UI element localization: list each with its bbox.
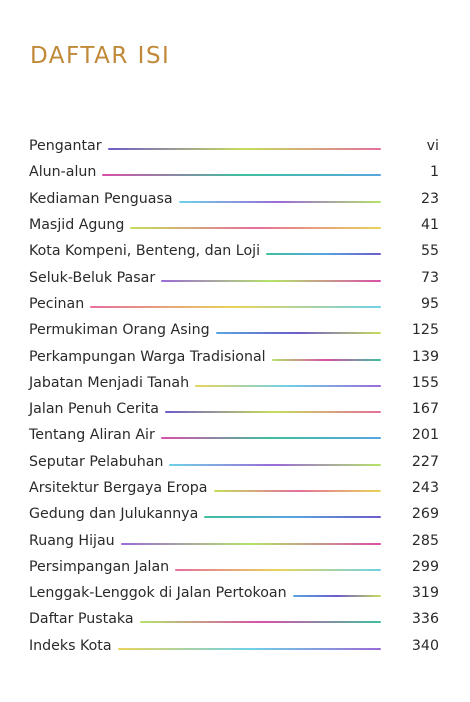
toc-entry-page-number: 155 (411, 374, 439, 391)
toc-leader-line (195, 385, 381, 387)
toc-entry-page-number: 227 (411, 453, 439, 470)
toc-entry[interactable] (29, 343, 439, 369)
toc-entry-page-number: 319 (411, 585, 439, 602)
toc-entry-label: Arsitektur Bergaya Eropa (29, 480, 208, 496)
page-title: DAFTAR ISI (30, 43, 171, 70)
toc-leader-line (165, 411, 381, 413)
toc-entry[interactable] (29, 291, 439, 317)
toc-entry[interactable] (29, 554, 439, 580)
toc-entry-page-number: 95 (420, 295, 439, 312)
toc-leader-line (161, 437, 381, 439)
toc-entry-page-number: 243 (411, 480, 439, 496)
toc-entry[interactable] (29, 475, 439, 501)
toc-entry[interactable] (29, 396, 439, 422)
toc-entry[interactable] (29, 370, 439, 396)
toc-leader-line (272, 359, 381, 361)
toc-entry-page-number: 1 (429, 164, 439, 181)
toc-entry-label: Tentang Aliran Air (29, 427, 155, 444)
toc-entry[interactable] (29, 633, 439, 659)
toc-leader-line (102, 174, 381, 176)
toc-leader-line (266, 253, 381, 255)
toc-entry-page-number: 269 (411, 506, 439, 523)
toc-entry-label: Seputar Pelabuhan (29, 453, 164, 470)
toc-leader-line (169, 464, 381, 466)
toc-entry[interactable] (29, 159, 439, 185)
toc-leader-line (179, 201, 381, 203)
toc-entry[interactable] (29, 317, 439, 343)
toc-entry[interactable] (29, 212, 439, 238)
toc-entry-label: Daftar Pustaka (29, 611, 134, 628)
toc-entry[interactable] (29, 606, 439, 632)
toc-entry-page-number: 285 (411, 532, 439, 549)
toc-leader-line (214, 490, 382, 492)
toc-leader-line (140, 621, 381, 623)
toc-entry-page-number: 299 (411, 558, 439, 575)
toc-entry-label: Jabatan Menjadi Tanah (29, 374, 190, 391)
toc-leader-line (108, 148, 381, 150)
toc-entry[interactable] (29, 264, 439, 290)
toc-entry-label: Ruang Hijau (29, 532, 115, 549)
toc-entry[interactable] (29, 186, 439, 212)
toc-entry[interactable] (29, 133, 439, 159)
toc-entry-label: Kota Kompeni, Benteng, dan Loji (29, 243, 261, 260)
toc-entry-page-number: 125 (411, 322, 439, 339)
toc-entry-page-number: 167 (411, 401, 439, 418)
toc-entry-page-number: 336 (411, 611, 439, 628)
toc-entry-label: Pecinan (29, 295, 85, 312)
toc-entry-label: Alun-alun (29, 164, 97, 181)
toc-leader-line (175, 569, 381, 571)
toc-entry-page-number: 340 (411, 637, 439, 654)
toc-entry-label: Indeks Kota (29, 637, 112, 654)
toc-entry-label: Jalan Penuh Cerita (29, 401, 159, 418)
toc-entry-label: Kediaman Penguasa (29, 190, 173, 207)
toc-leader-line (204, 516, 381, 518)
toc-entry-label: Masjid Agung (29, 217, 125, 234)
toc-leader-line (121, 543, 381, 545)
toc-entry-label: Lenggak-Lenggok di Jalan Pertokoan (29, 585, 287, 602)
toc-entry-page-number: 201 (411, 427, 439, 444)
toc-entry-page-number: 139 (411, 348, 439, 365)
toc-entry-label: Gedung dan Julukannya (29, 506, 199, 523)
toc-entry[interactable] (29, 238, 439, 264)
toc-entry-page-number: 55 (420, 243, 439, 260)
toc-leader-line (130, 227, 381, 229)
toc-leader-line (161, 280, 381, 282)
toc-entry-label: Pengantar (29, 138, 102, 155)
toc-leader-line (90, 306, 381, 308)
toc-leader-line (118, 648, 381, 650)
toc-entry-page-number: 41 (420, 217, 439, 234)
toc-entry[interactable] (29, 580, 439, 606)
toc-entry[interactable] (29, 527, 439, 553)
toc-leader-line (293, 595, 381, 597)
toc-entry-label: Permukiman Orang Asing (29, 322, 210, 339)
toc-entry-label: Perkampungan Warga Tradisional (29, 348, 266, 365)
toc-entry-label: Seluk-Beluk Pasar (29, 269, 156, 286)
toc-entry-page-number: 23 (420, 190, 439, 207)
table-of-contents (29, 133, 439, 659)
toc-entry[interactable] (29, 501, 439, 527)
toc-entry[interactable] (29, 422, 439, 448)
toc-leader-line (216, 332, 381, 334)
toc-entry[interactable] (29, 449, 439, 475)
toc-entry-label: Persimpangan Jalan (29, 558, 170, 575)
toc-entry-page-number: 73 (420, 269, 439, 286)
toc-entry-page-number: vi (426, 138, 439, 155)
